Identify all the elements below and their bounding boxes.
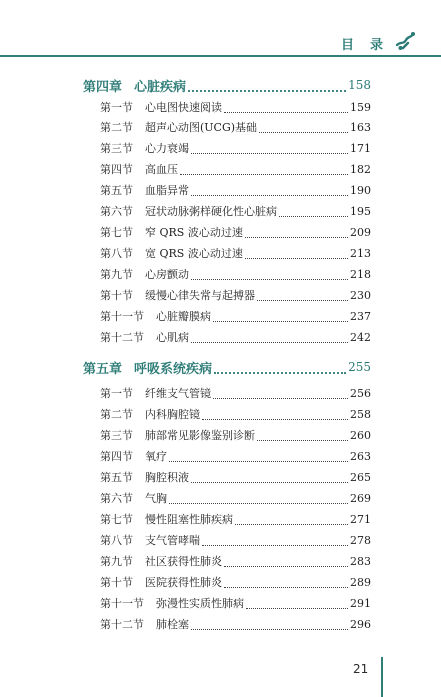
page-header <box>0 0 441 60</box>
section-page: 218 <box>350 267 371 281</box>
section-title: 支气管哮喘 <box>145 534 200 547</box>
section-page: 258 <box>350 407 371 421</box>
leader-dots <box>259 131 348 133</box>
title-char-2: 录 <box>370 38 384 53</box>
section-page: 263 <box>350 449 371 463</box>
section-title: 高血压 <box>145 163 178 176</box>
section-title: 社区获得性肺炎 <box>145 555 222 568</box>
section-5-1[interactable] <box>100 384 371 402</box>
section-page: 163 <box>350 120 371 134</box>
section-page: 271 <box>350 512 371 526</box>
chapter-5[interactable] <box>83 357 371 377</box>
section-title: 气胸 <box>145 492 167 505</box>
section-page: 171 <box>350 141 371 155</box>
chapter-label <box>83 76 186 95</box>
section-number: 第七节 <box>100 513 133 526</box>
section-number: 第二节 <box>100 121 133 134</box>
leader-dots <box>202 418 348 420</box>
section-number: 第四节 <box>100 450 133 463</box>
stethoscope-icon <box>395 31 417 51</box>
section-number: 第五节 <box>100 184 133 197</box>
chapter-number: 第五章 <box>83 361 123 377</box>
section-number: 第九节 <box>100 268 133 281</box>
section-page: 182 <box>350 162 371 176</box>
leader-dots <box>191 628 348 630</box>
section-page: 213 <box>350 246 371 260</box>
section-5-8[interactable] <box>100 531 371 549</box>
section-title: 氧疗 <box>145 450 167 463</box>
section-number: 第九节 <box>100 555 133 568</box>
section-number: 第十二节 <box>100 618 144 631</box>
section-page: 296 <box>350 617 371 631</box>
header-rule <box>0 55 441 57</box>
section-number: 第十节 <box>100 576 133 589</box>
section-4-12[interactable] <box>100 328 371 346</box>
section-5-6[interactable] <box>100 489 371 507</box>
section-page: 265 <box>350 470 371 484</box>
chapter-page: 158 <box>348 78 371 92</box>
leader-dots <box>191 341 348 343</box>
section-title: 血脂异常 <box>145 184 189 197</box>
title-char-1: 目 <box>341 38 355 53</box>
section-number: 第三节 <box>100 429 133 442</box>
footer-rule <box>381 657 383 697</box>
section-number: 第十一节 <box>100 310 144 323</box>
leader-dots <box>224 586 348 588</box>
leader-dots <box>214 371 346 374</box>
section-title: 心力衰竭 <box>145 142 189 155</box>
leader-dots <box>245 257 348 259</box>
chapter-title: 呼吸系统疾病 <box>134 361 213 377</box>
section-number: 第八节 <box>100 534 133 547</box>
leader-dots <box>180 173 348 175</box>
section-number: 第八节 <box>100 247 133 260</box>
section-4-3[interactable] <box>100 139 371 157</box>
section-title: 慢性阻塞性肺疾病 <box>145 513 233 526</box>
leader-dots <box>224 565 348 567</box>
section-4-1[interactable] <box>100 98 371 116</box>
chapter-page: 255 <box>348 360 371 374</box>
section-4-4[interactable] <box>100 160 371 178</box>
section-title: 肺栓塞 <box>156 618 189 631</box>
chapter-label <box>83 358 212 377</box>
section-page: 256 <box>350 386 371 400</box>
section-title: 冠状动脉粥样硬化性心脏病 <box>145 205 277 218</box>
leader-dots <box>191 481 348 483</box>
leader-dots <box>246 607 348 609</box>
section-page: 190 <box>350 183 371 197</box>
section-5-3[interactable] <box>100 426 371 444</box>
leader-dots <box>213 320 348 322</box>
section-number: 第十二节 <box>100 331 144 344</box>
leader-dots <box>235 523 348 525</box>
leader-dots <box>257 299 348 301</box>
section-title: 医院获得性肺炎 <box>145 576 222 589</box>
leader-dots <box>213 397 348 399</box>
section-number: 第七节 <box>100 226 133 239</box>
leader-dots <box>191 278 348 280</box>
section-number: 第六节 <box>100 492 133 505</box>
chapter-4[interactable] <box>83 75 371 95</box>
section-4-10[interactable] <box>100 286 371 304</box>
section-4-9[interactable] <box>100 265 371 283</box>
section-number: 第四节 <box>100 163 133 176</box>
section-4-2[interactable] <box>100 118 371 136</box>
leader-dots <box>202 544 348 546</box>
section-title: 宽 QRS 波心动过速 <box>145 247 243 260</box>
leader-dots <box>279 215 348 217</box>
section-number: 第六节 <box>100 205 133 218</box>
page-number: 21 <box>353 662 369 676</box>
section-page: 230 <box>350 288 371 302</box>
section-number: 第十一节 <box>100 597 144 610</box>
section-title: 肺部常见影像鉴别诊断 <box>145 429 255 442</box>
section-4-5[interactable] <box>100 181 371 199</box>
section-4-6[interactable] <box>100 202 371 220</box>
section-number: 第十节 <box>100 289 133 302</box>
chapter-title: 心脏疾病 <box>134 79 187 95</box>
section-page: 209 <box>350 225 371 239</box>
section-title: 内科胸腔镜 <box>145 408 200 421</box>
section-page: 260 <box>350 428 371 442</box>
section-title: 心电图快速阅读 <box>145 101 222 114</box>
section-title: 窄 QRS 波心动过速 <box>145 226 243 239</box>
section-number: 第二节 <box>100 408 133 421</box>
section-title: 超声心动图(UCG)基础 <box>145 121 258 134</box>
section-page: 242 <box>350 330 371 344</box>
section-title: 胸腔积液 <box>145 471 189 484</box>
leader-dots <box>169 460 348 462</box>
leader-dots <box>224 111 348 113</box>
section-page: 283 <box>350 554 371 568</box>
leader-dots <box>169 502 348 504</box>
section-page: 237 <box>350 309 371 323</box>
section-number: 第一节 <box>100 387 133 400</box>
section-number: 第一节 <box>100 101 133 114</box>
leader-dots <box>257 439 348 441</box>
section-4-8[interactable] <box>100 244 371 262</box>
section-page: 159 <box>350 100 371 114</box>
section-5-9[interactable] <box>100 552 371 570</box>
section-page: 269 <box>350 491 371 505</box>
section-page: 289 <box>350 575 371 589</box>
leader-dots <box>188 89 346 92</box>
leader-dots <box>191 194 348 196</box>
section-5-12[interactable] <box>100 615 371 633</box>
leader-dots <box>191 152 348 154</box>
section-title: 弥漫性实质性肺病 <box>156 597 244 610</box>
section-number: 第三节 <box>100 142 133 155</box>
section-number: 第五节 <box>100 471 133 484</box>
leader-dots <box>245 236 348 238</box>
chapter-number: 第四章 <box>83 79 123 95</box>
section-5-10[interactable] <box>100 573 371 591</box>
section-title: 纤维支气管镜 <box>145 387 211 400</box>
section-5-2[interactable] <box>100 405 371 423</box>
section-title: 心脏瓣膜病 <box>156 310 211 323</box>
section-5-7[interactable] <box>100 510 371 528</box>
section-5-11[interactable] <box>100 594 371 612</box>
section-4-11[interactable] <box>100 307 371 325</box>
page-title <box>341 34 399 53</box>
section-title: 缓慢心律失常与起搏器 <box>145 289 255 302</box>
section-page: 291 <box>350 596 371 610</box>
section-5-4[interactable] <box>100 447 371 465</box>
section-5-5[interactable] <box>100 468 371 486</box>
section-title: 心肌病 <box>156 331 189 344</box>
section-4-7[interactable] <box>100 223 371 241</box>
section-title: 心房颤动 <box>145 268 189 281</box>
section-page: 278 <box>350 533 371 547</box>
section-page: 195 <box>350 204 371 218</box>
